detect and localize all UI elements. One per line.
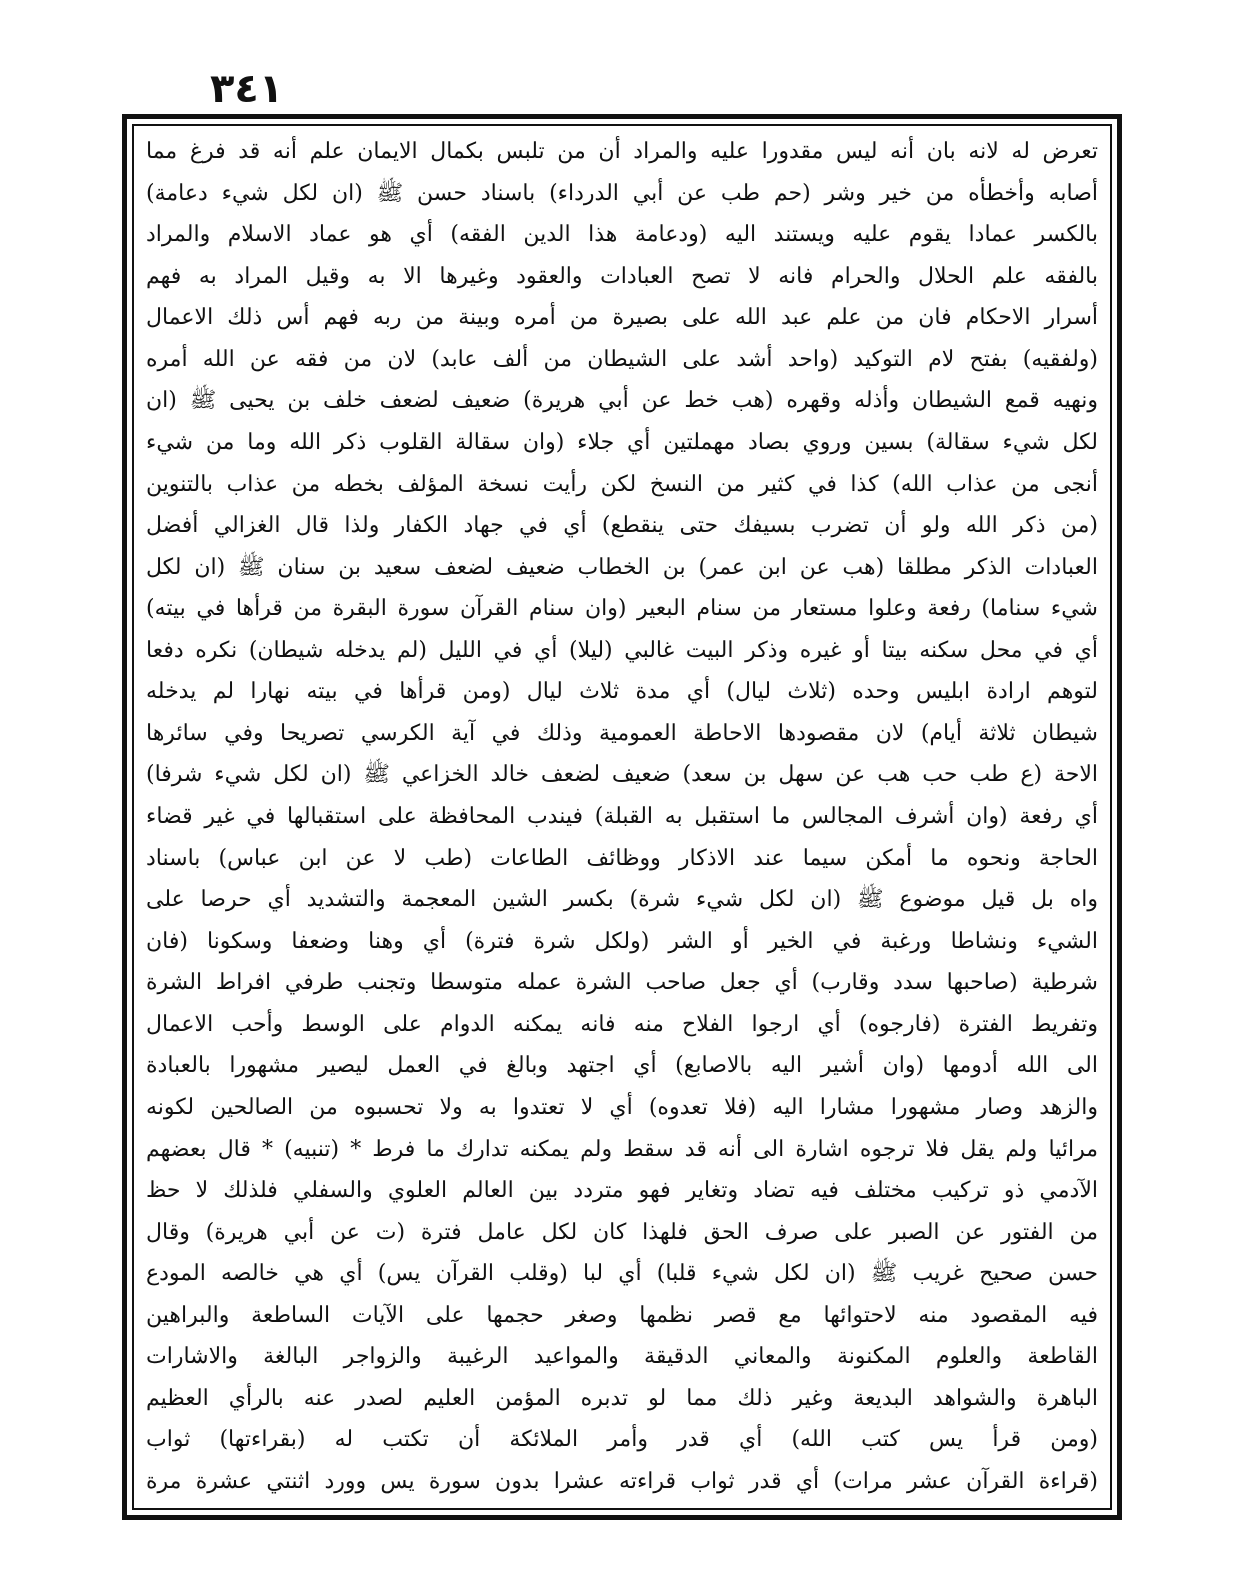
text-line: الشيء ونشاطا ورغبة في الخير أو الشر (ولكل شرة فترة) أي وهنا وضعفا وسكونا (فان bbox=[146, 928, 1098, 954]
text-line: الآدمي ذو تركيب مختلف فيه تضاد وتغاير فهو متردد بين العالم العلوي والسفلي فلذلك لا حظ bbox=[146, 1178, 1098, 1204]
text-line: الاحة (ع طب حب هب عن سهل بن سعد) ضعيف لضعف خالد الخزاعي ﷺ (ان لكل شيء شرفا) bbox=[146, 762, 1098, 788]
text-line: وتفريط الفترة (فارجوه) أي ارجوا الفلاح منه فانه يمكنه الدوام على الوسط وأحب الاعمال bbox=[146, 1011, 1098, 1037]
text-line: (قراءة القرآن عشر مرات) أي قدر ثواب قراءته عشرا بدون سورة يس وورد اثنتي عشرة مرة bbox=[146, 1469, 1098, 1494]
text-line: أنجى من عذاب الله) كذا في كثير من النسخ لكن رأيت نسخة المؤلف بخطه من عذاب بالتنوين bbox=[146, 471, 1098, 497]
text-line: أي في محل سكنه بيتا أو غيره وذكر البيت غالبي (ليلا) أي في الليل (لم يدخله شيطان) نكره دفعا bbox=[146, 637, 1098, 663]
text-line: تعرض له لانه بان أنه ليس مقدورا عليه والمراد أن من تلبس بكمال الايمان علم أنه قد فرغ مما bbox=[146, 139, 1098, 164]
text-line: أصابه وأخطأه من خير وشر (حم طب عن أبي الدرداء) باسناد حسن ﷺ (ان لكل شيء دعامة) bbox=[146, 180, 1098, 206]
text-line: الباهرة والشواهد البديعة وغير ذلك مما لو تدبره المؤمن العليم لصدر عنه بالرأي العظيم bbox=[146, 1385, 1098, 1411]
text-line: حسن صحيح غريب ﷺ (ان لكل شيء قلبا) أي لبا (وقلب القرآن يس) أي هي خالصه المودع bbox=[146, 1261, 1098, 1287]
page-number: ٣٤١ bbox=[210, 66, 284, 112]
text-line: شرطية (صاحبها سدد وقارب) أي جعل صاحب الشرة عمله متوسطا وتجنب طرفي افراط الشرة bbox=[146, 970, 1098, 996]
text-line: مرائيا ولم يقل فلا ترجوه اشارة الى أنه قد سقط ولم يمكنه تدارك ما فرط * (تنبيه) * قال بعضهم bbox=[146, 1136, 1098, 1162]
text-line: العبادات الذكر مطلقا (هب عن ابن عمر) بن الخطاب ضعيف لضعف سعيد بن سنان ﷺ (ان لكل bbox=[146, 554, 1098, 580]
text-line: شيء سناما) رفعة وعلوا مستعار من سنام البعير (وان سنام القرآن سورة البقرة من قرأها في بيته) bbox=[146, 596, 1098, 622]
text-line: القاطعة والعلوم المكنونة والمعاني الدقيقة والمواعيد الرغيبة والزواجر البالغة والاشارات bbox=[146, 1344, 1098, 1370]
text-line: بالفقه علم الحلال والحرام فانه لا تصح العبادات والعقود وغيرها الا به وقيل المراد به فهم bbox=[146, 263, 1098, 289]
text-line: ونهيه قمع الشيطان وأذله وقهره (هب خط عن أبي هريرة) ضعيف لضعف خلف بن يحيى ﷺ (ان bbox=[146, 388, 1098, 414]
text-line: (من ذكر الله ولو أن تضرب بسيفك حتى ينقطع) أي في جهاد الكفار ولذا قال الغزالي أفضل bbox=[146, 513, 1098, 539]
text-line: أي رفعة (وان أشرف المجالس ما استقبل به القبلة) فيندب المحافظة على استقبالها في غير قضاء bbox=[146, 804, 1098, 829]
text-line: من الفتور عن الصبر على صرف الحق فلهذا كان لكل عامل فترة (ت عن أبي هريرة) وقال bbox=[146, 1219, 1098, 1245]
text-line: الحاجة ونحوه ما أمكن سيما عند الاذكار ووظائف الطاعات (طب لا عن ابن عباس) باسناد bbox=[146, 845, 1098, 871]
body-text bbox=[146, 132, 1098, 1502]
text-line: بالكسر عمادا يقوم عليه ويستند اليه (ودعامة هذا الدين الفقه) أي هو عماد الاسلام والمراد bbox=[146, 222, 1098, 248]
text-line: فيه المقصود منه لاحتوائها مع قصر نظمها وصغر حجمها على الآيات الساطعة والبراهين bbox=[146, 1302, 1098, 1328]
text-line: أسرار الاحكام فان من علم عبد الله على بصيرة من أمره وبينة من ربه فهم أس ذلك الاعمال bbox=[146, 305, 1098, 331]
text-line: لكل شيء سقالة) بسين وروي بصاد مهملتين أي جلاء (وان سقالة القلوب ذكر الله وما من شيء bbox=[146, 429, 1098, 455]
text-line: شيطان ثلاثة أيام) لان مقصودها الاحاطة العمومية وذلك في آية الكرسي تصريحا وفي سائرها bbox=[146, 720, 1098, 746]
text-line: (ومن قرأ يس كتب الله) أي قدر وأمر الملائكة أن تكتب له (بقراءتها) ثواب bbox=[146, 1427, 1098, 1453]
text-line: (ولفقيه) بفتح لام التوكيد (واحد أشد على الشيطان من ألف عابد) لان من فقه عن الله أمره bbox=[146, 346, 1098, 372]
text-line: واه بل قيل موضوع ﷺ (ان لكل شيء شرة) بكسر الشين المعجمة والتشديد أي حرصا على bbox=[146, 887, 1098, 913]
text-line: الى الله أدومها (وان أشير اليه بالاصابع) أي اجتهد وبالغ في العمل ليصير مشهورا بالعبادة bbox=[146, 1053, 1098, 1079]
text-line: والزهد وصار مشهورا مشارا اليه (فلا تعدوه) أي لا تعتدوا به ولا تحسبوه من الصالحين لكونه bbox=[146, 1094, 1098, 1120]
text-line: لتوهم ارادة ابليس وحده (ثلاث ليال) أي مدة ثلاث ليال (ومن قرأها في بيته نهارا لم يدخله bbox=[146, 679, 1098, 705]
